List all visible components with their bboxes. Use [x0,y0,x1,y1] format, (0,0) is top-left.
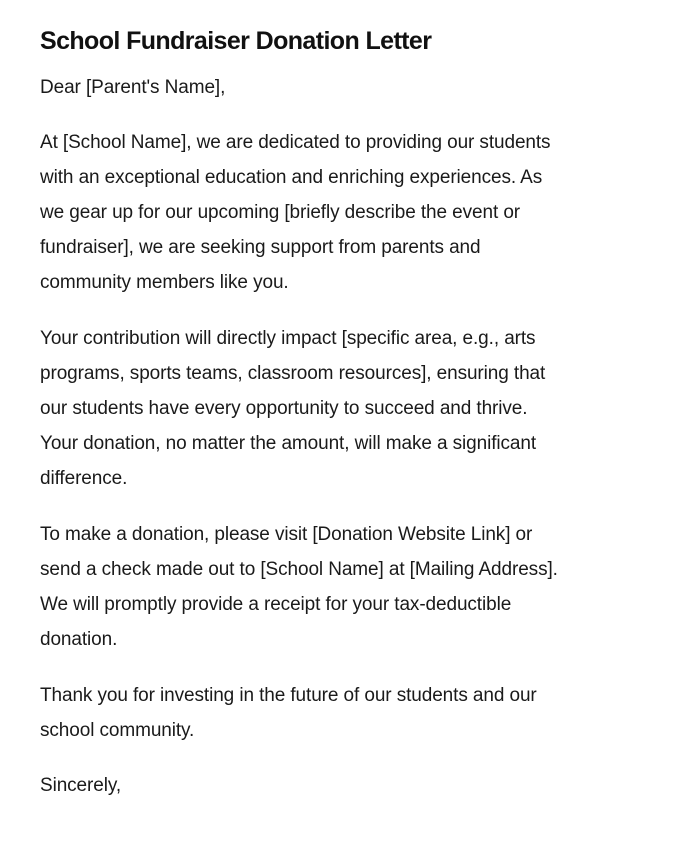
paragraph-line: fundraiser], we are seeking support from parents and [40,237,481,258]
paragraph-how-to-donate [40,517,558,657]
paragraph-line: Your donation, no matter the amount, will make a significant [40,433,537,454]
paragraph-line: our students have every opportunity to succeed and thrive. [40,398,528,419]
paragraph-impact [40,321,545,496]
paragraph-thanks [40,678,537,748]
closing-text: Sincerely, [40,775,122,796]
paragraph-line: At [School Name], we are dedicated to providing our students [40,132,551,153]
paragraph-line: To make a donation, please visit [Donation Website Link] or [40,524,533,545]
paragraph-line: community members like you. [40,272,289,293]
paragraph-line: donation. [40,629,118,650]
paragraph-line: with an exceptional education and enriching experiences. As [40,167,543,188]
salutation [40,70,225,105]
paragraph-line: programs, sports teams, classroom resources], ensuring that [40,363,546,384]
paragraph-line: Thank you for investing in the future of our students and our [40,685,537,706]
paragraph-line: We will promptly provide a receipt for your tax-deductible [40,594,512,615]
paragraph-line: we gear up for our upcoming [briefly describe the event or [40,202,521,223]
paragraph-line: difference. [40,468,128,489]
paragraph-intro [40,125,550,300]
closing [40,768,121,803]
paragraph-line: school community. [40,720,195,741]
paragraph-line: send a check made out to [School Name] at [Mailing Address]. [40,559,558,580]
salutation-text: Dear [Parent's Name], [40,77,226,98]
paragraph-line: Your contribution will directly impact [specific area, e.g., arts [40,328,536,349]
letter-title: School Fundraiser Donation Letter [40,27,432,55]
